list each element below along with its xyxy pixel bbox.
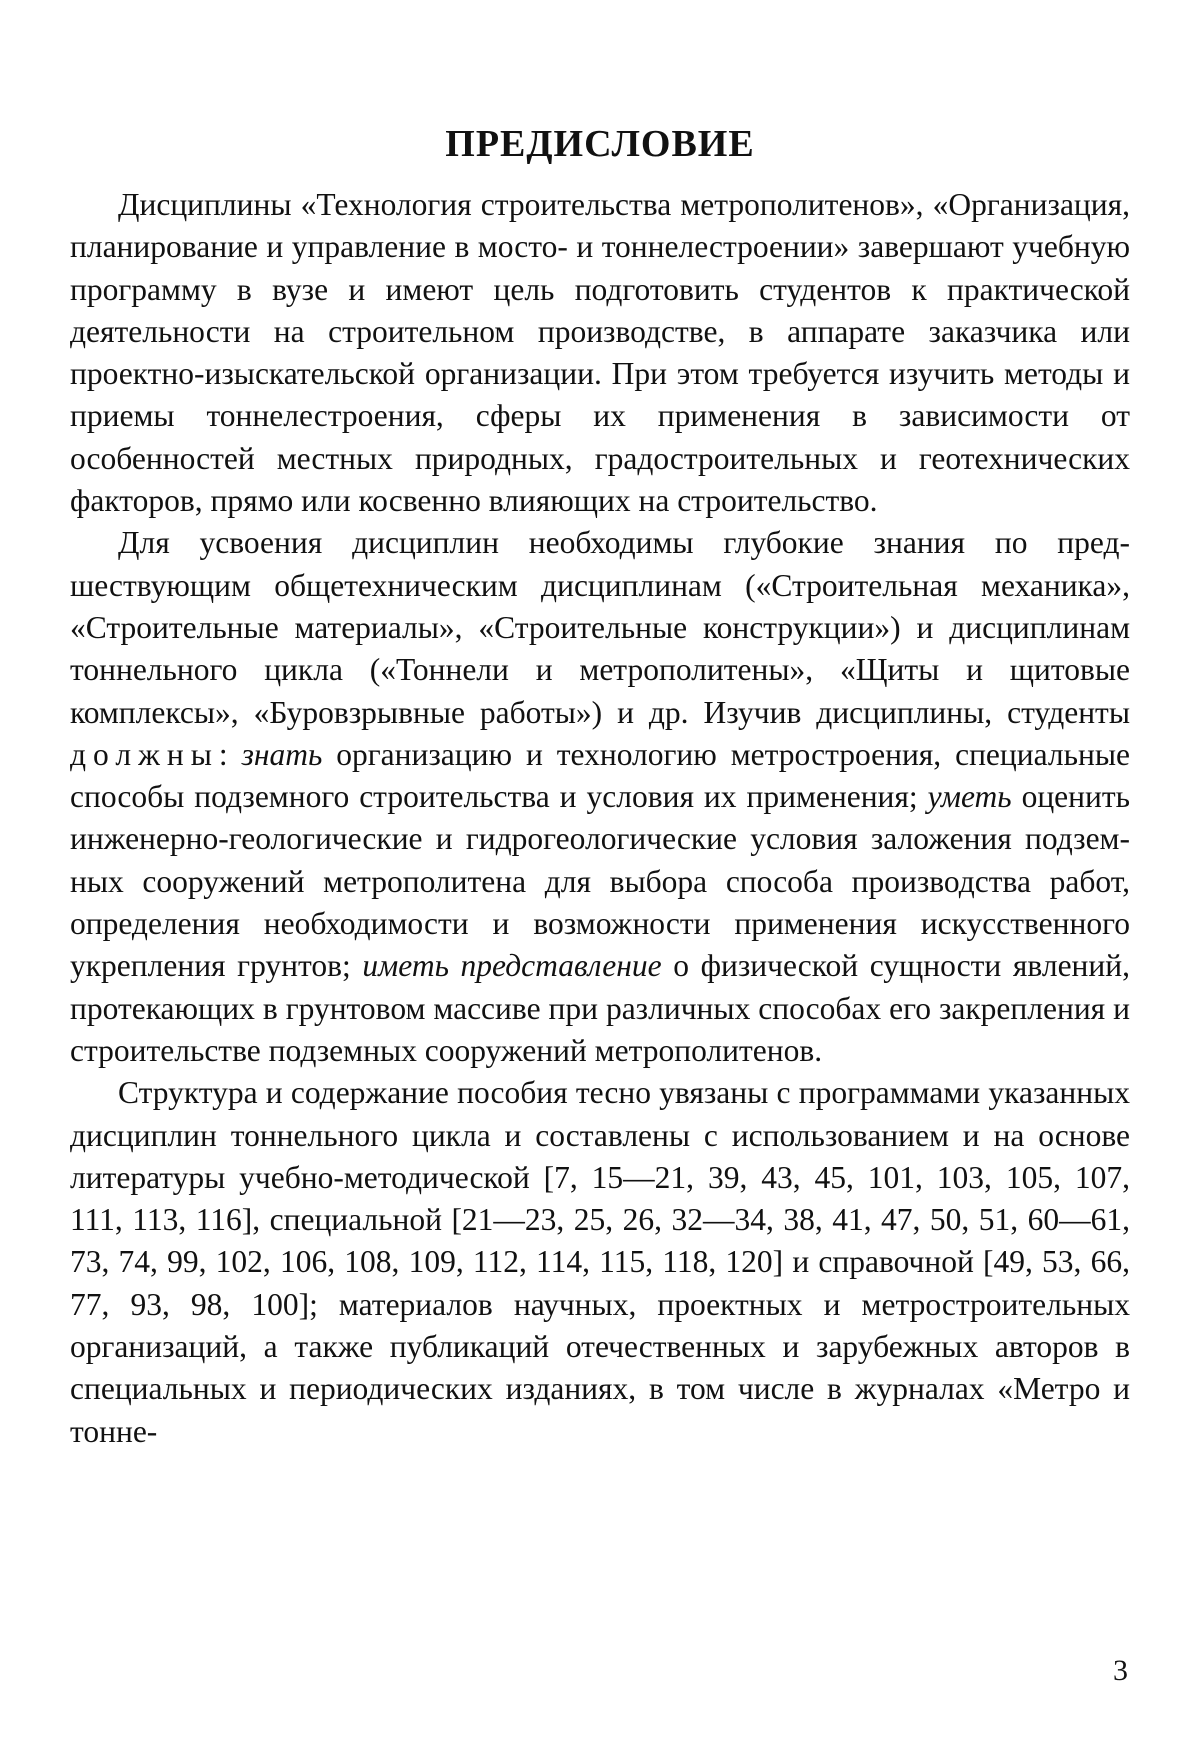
page-number: 3 [1113,1654,1128,1687]
italic-term-be-able: уметь [927,779,1012,815]
italic-term-have-idea: иметь представление [362,948,662,984]
paragraph-2 [70,522,1130,1072]
paragraph-3: Структура и содержание пособия тесно увязаны с программами указанных дисциплин тоннельного цикла и составлены с использованием и на основе литературы учебно-методической [7, 15—21, 39, 43, 45, 101, 103, 105, 107, 111, 113, 116], специальной [21—23, 25, 26, 32—34, 38, 41, 47, 50, 51, 60—61, 73, 74, 99, 102, 106, 108, 109, 112, 114, 115, 118, 120] и справочной [49, 53, 66, 77, 93, 98, 100]; материалов научных, проектных и метростроительных организаций, а также публикаций отечественных и зарубежных авторов в специальных и периодических изданиях, в том числе в журналах «Метро и тонне- [70,1075,1130,1449]
paragraph-1: Дисциплины «Технология строительства метрополитенов», «Организация, планирование и управление в мосто- и тоннелестроении» завершают учебную программу в вузе и имеют цель подготовить студентов к практической деятельности на строительном производстве, в аппарате заказчика или проектно-изыскательской организации. При этом требуется изучить методы и приемы тоннелестроения, сферы их применения в зависимости от особенностей местных природных, градостроительных и геотехнических факторов, прямо или косвенно влияющих на строительство. [70,187,1130,519]
paragraph-2-text-1: Для усвоения дисциплин необходимы глубокие знания по предшествующим общетехническим дисциплинам («Строительная механика», «Строительные материалы», «Строительные конструкции») и дисциплинам тоннельного цикла («Тоннели и метрополитены», «Щиты и щитовые комплексы», «Буровзрывные работы») и др. Изучив дисциплины, студенты [70,525,1130,730]
page-title: ПРЕДИСЛОВИЕ [445,123,755,165]
italic-term-know: знать [241,736,323,772]
paragraph-2-text-3: организацию и технологию метростроения, специальные способы подземного строительства и условия их применения; [70,736,1130,815]
paragraph-2-text-4: оценить инженерно-геологические и гидрогеологические условия заложения подземных сооружений метрополитена для выбора способа производства работ, определения необходимости и возможности применения искусственного укрепления грунтов; [70,779,1131,984]
spaced-emphasis: должны [70,736,219,772]
paragraph-2-text-5: о физической сущности явлений, протекающих в грунтовом массиве при различных способах его закрепления и строительстве подземных сооружений метрополитенов. [70,948,1130,1068]
paragraph-2-text-2: : [218,736,242,772]
document-page [70,100,1130,1453]
